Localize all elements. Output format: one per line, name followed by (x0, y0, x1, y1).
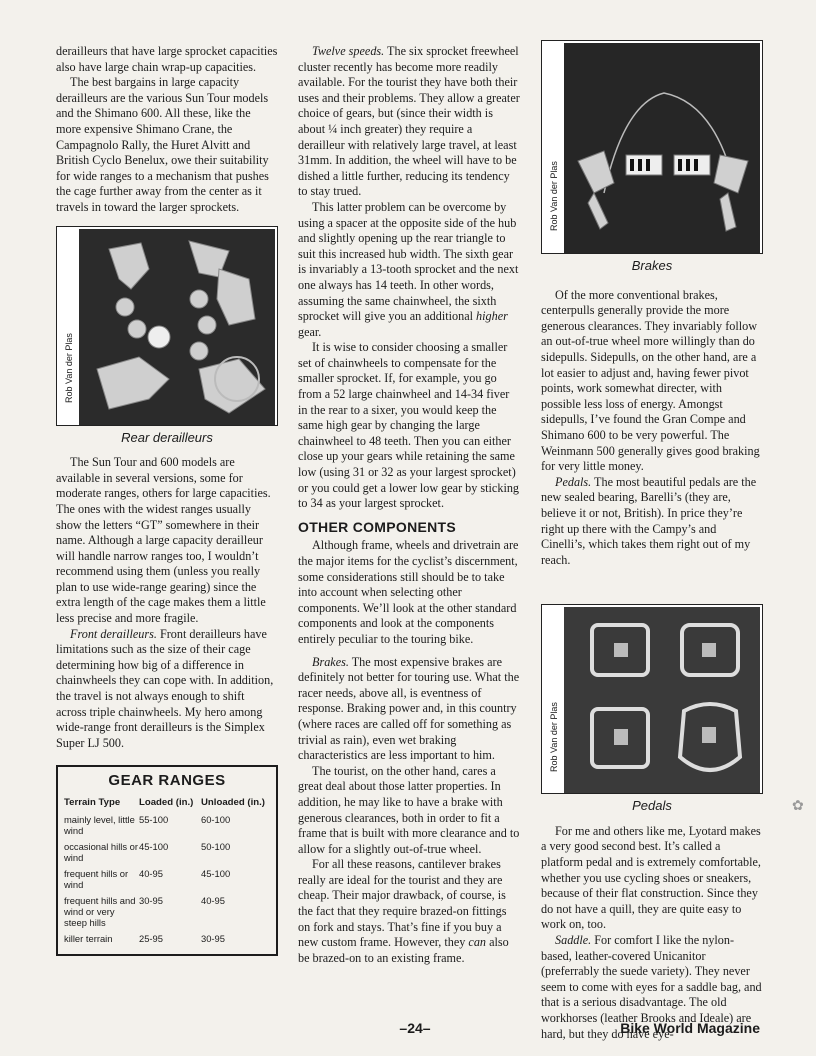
smudge-mark: ✿ (792, 799, 804, 814)
paragraph-text: The six sprocket freewheel cluster recently has become more readily available. For the tourist they have both their uses and their problems. They allow a greater choice of gears, but (since their width is about ¼ inch greater) they require a derailleur with relatively large travel, at least 31mm. In addition, the wheel will have to be dished a little further, reducing its tendency to stay trued. (298, 44, 520, 199)
paragraph (298, 44, 520, 200)
loaded-cell: 55-100 (139, 813, 169, 825)
section-heading: OTHER COMPONENTS (298, 518, 457, 535)
paragraph-text: gear. (298, 324, 322, 339)
paragraph (298, 200, 520, 340)
emphasis: higher (476, 309, 508, 324)
photo-caption: Brakes (631, 258, 673, 273)
photo-image (564, 607, 760, 791)
table-row (64, 894, 270, 932)
pedals-illustration (564, 607, 760, 793)
unloaded-cell: 30-95 (201, 932, 225, 944)
column-2 (298, 44, 520, 966)
run-in-heading: Front derailleurs. (70, 626, 157, 641)
pedals-photo (541, 604, 763, 794)
paragraph: Although frame, wheels and drivetrain are the major items for the cyclist’s discernment, some considerations still should be to take into account when selecting other components. We’ll look at the other standard components and look at the components entirely peculiar to the touring bike. (298, 538, 519, 646)
table-row (64, 867, 270, 894)
unloaded-cell: 45-100 (201, 867, 231, 879)
table-row (64, 932, 270, 948)
paragraph-text: This latter problem can be overcome by using a spacer at the opposite side of the hub and slightly opening up the rear triangle to suit this increased hub width. The sixth gear is invariably a 13-tooth sprocket and the next one always has 14 teeth. In other words, assuming the same chainwheel, the sixth sprocket will give you an additional (298, 199, 519, 324)
run-in-heading: Pedals. (555, 474, 592, 489)
gear-ranges-title: GEAR RANGES (108, 772, 226, 790)
column-header: Terrain Type (64, 797, 121, 808)
paragraph: It is wise to consider choosing a smaller set of chainwheels to compensate for the smaller sprocket. If, for example, you go from a 52 large chainwheel and 14-34 fiver in the rear to a sixer, you would keep the same high gear by changing the large chainwheel to 48 teeth. Then you can either close up your gears while retaining the same low (using 31 or 32 as your largest sprocket) or you could get a lower low gear by sticking to 34 as your largest sprocket. (298, 340, 520, 511)
unloaded-cell: 40-95 (201, 894, 225, 906)
brakes-photo (541, 40, 763, 254)
terrain-cell: killer terrain (64, 932, 113, 944)
paragraph-text: The most expensive brakes are definitely not better for touring use. What the racer needs, above all, is eventness of response. Braking power and, in this country (where races are called off for something as trivial as rain), even wet braking characteristics are less important to him. (298, 654, 520, 763)
photo-credit: Rob Van der Plas (549, 161, 559, 232)
terrain-cell: frequent hills and wind or very steep hills (64, 894, 136, 928)
table-row (64, 813, 270, 840)
column-3 (541, 40, 763, 1042)
paragraph: For me and others like me, Lyotard makes a very good second best. It’s called a platform pedal and is extremely comfortable, whether you use cycling shoes or sneakers, because of their flat construction. Since they do not have a quill, they are quite easy to work on, too. (541, 823, 761, 932)
loaded-cell: 25-95 (139, 932, 163, 944)
paragraph-text: The most beautiful pedals are the new sealed bearing, Barelli’s (they are, believe it or not, British). In price they’re right up there with the Campy’s and Cinelli’s, which takes them right out of my reach. (541, 474, 757, 567)
paragraph (541, 475, 763, 569)
gear-ranges-table (64, 795, 270, 948)
paragraph-text: Front derailleurs have limitations such as the size of their cage determining how big of a difference in chainwheels they can cope with. In addition, the travel is not always enough to shift across triple chainwheels. My hero among wide-range front derailleurs is the Simplex Super LJ 500. (56, 626, 274, 750)
loaded-cell: 30-95 (139, 894, 163, 906)
paragraph-text: For comfort I like the nylon-based, leather-covered Unicanitor (preferrably the suede variety). They never seem to come with eyes for a saddle bag, and that is a serious disadvantage. The old workhorses (leather Brooks and Ideale) are hard, but they do have eye- (541, 933, 762, 1041)
terrain-cell: frequent hills or wind (64, 867, 129, 890)
photo-image (564, 43, 760, 251)
paragraph (56, 627, 278, 752)
photo-caption: Pedals (632, 798, 672, 814)
terrain-cell: mainly level, little wind (64, 813, 135, 836)
magazine-name: Bike World Magazine (620, 1020, 760, 1036)
paragraph (298, 857, 520, 966)
terrain-cell: occasional hills or wind (64, 840, 138, 863)
emphasis: can (468, 935, 487, 950)
column-1 (56, 44, 278, 956)
table-header-row (64, 795, 270, 813)
photo-image (79, 229, 275, 423)
paragraph: Of the more conventional brakes, centerpulls generally provide the more generous clearances. They invariably follow an out-of-true wheel more willingly than do sidepulls. Sidepulls, on the other hand, are a lot easier to adjust and, having fewer pivot points, work somewhat directer, with possible less loss of energy. Amongst sidepulls, I’ve found the Gran Compe and Shimano 600 to be very powerful. The Weinmann 500 generally gives good braking for very little money. (541, 287, 760, 474)
run-in-heading: Saddle. (555, 933, 592, 948)
column-header: Loaded (in.) (139, 797, 194, 808)
run-in-heading: Twelve speeds. (312, 44, 385, 58)
brakes-illustration (564, 43, 760, 253)
paragraph: derailleurs that have large sprocket capacities also have large chain wrap-up capacities. (56, 44, 278, 74)
unloaded-cell: 50-100 (201, 840, 231, 852)
photo-credit: Rob Van der Plas (549, 701, 559, 772)
rear-derailleurs-photo (56, 226, 278, 426)
derailleur-illustration (79, 229, 275, 425)
column-header: Unloaded (in.) (201, 797, 265, 808)
loaded-cell: 45-100 (139, 840, 169, 852)
unloaded-cell: 60-100 (201, 813, 231, 825)
paragraph: The Sun Tour and 600 models are available in several versions, some for moderate ranges, others for large capacities. The ones with the widest ranges usually show the letters “GT” somewhere in their name. Although a large capacity derailleur will handle narrow ranges too, I wouldn’t recommend using them (unless you really plan to use wide-range gearing) since the extra length of the cage makes them a little less precise and more fragile. (56, 455, 271, 626)
page-number: –24– (399, 1020, 431, 1036)
photo-caption: Rear derailleurs (121, 429, 213, 445)
table-row (64, 840, 270, 867)
loaded-cell: 40-95 (139, 867, 163, 879)
paragraph: The best bargains in large capacity derailleurs are the various Sun Tour models and the Shimano 600. All these, like the more expensive Shimano Crane, the Campagnolo Rally, the Huret Alvitt and British Cyclo Benelux, owe their suitability for wide ranges to a mechanism that pushes the cage further away from the center as it travels in toward the larger sprockets. (56, 75, 269, 214)
paragraph (298, 655, 520, 764)
gear-ranges-box (56, 765, 278, 955)
photo-credit: Rob Van der Plas (64, 333, 74, 403)
paragraph: The tourist, on the other hand, cares a great deal about those latter properties. In addition, he may like to have a brake with generous clearances, both in order to fit a frame that is built with more clearance and to allow for a slightly out-of-true wheel. (298, 763, 520, 856)
paragraph-text: For all these reasons, cantilever brakes really are ideal for the tourist and they are cheap. Their major drawback, of course, is the fact that they require brazed-on fittings on fork and stays. That’s fine if you buy a new custom frame. However, they (298, 857, 507, 950)
run-in-heading: Brakes. (312, 654, 349, 669)
paragraph-text: also be brazed-on to an existing frame. (298, 935, 509, 965)
